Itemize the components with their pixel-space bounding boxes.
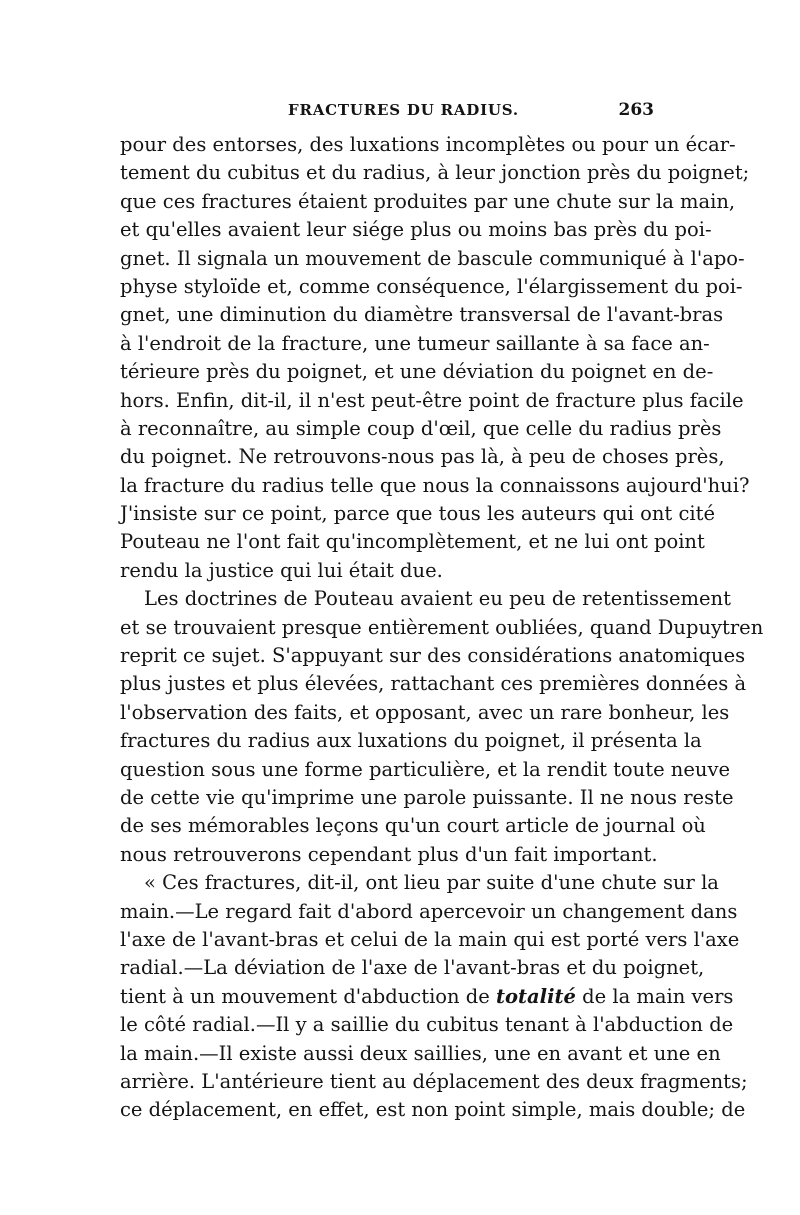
text-line	[120, 983, 734, 1011]
text-line: physe styloïde et, comme conséquence, l'élargissement du poi-	[120, 274, 743, 298]
text-line: ce déplacement, en effet, est non point simple, mais double; de	[120, 1098, 746, 1122]
text-line: l'observation des faits, et opposant, avec un rare bonheur, les	[120, 700, 730, 724]
text-line: de ses mémorables leçons qu'un court article de journal où	[120, 814, 706, 838]
text-line: arrière. L'antérieure tient au déplacement des deux fragments;	[120, 1069, 748, 1093]
text-line: gnet. Il signala un mouvement de bascule communiqué à l'apo-	[120, 246, 745, 270]
text-line: à l'endroit de la fracture, une tumeur saillante à sa face an-	[120, 331, 710, 355]
text-line: et qu'elles avaient leur siége plus ou moins bas près du poi-	[120, 218, 712, 242]
text-line: du poignet. Ne retrouvons-nous pas là, à peu de choses près,	[120, 445, 725, 469]
text-line: gnet, une diminution du diamètre transversal de l'avant-bras	[120, 303, 724, 327]
italic-word: totalité	[496, 984, 576, 1008]
text-line: question sous une forme particulière, et la rendit toute neuve	[120, 757, 731, 781]
text-line: l'axe de l'avant-bras et celui de la main qui est porté vers l'axe	[120, 927, 740, 951]
text-line: reprit ce sujet. S'appuyant sur des considérations anatomiques	[120, 644, 746, 668]
text-line: rendu la justice qui lui était due.	[120, 558, 443, 582]
running-head	[120, 101, 660, 123]
text-segment: de la main vers	[582, 984, 734, 1008]
body-text	[120, 131, 764, 1125]
text-line: fractures du radius aux luxations du poignet, il présenta la	[120, 729, 702, 753]
text-line: « Ces fractures, dit-il, ont lieu par suite d'une chute sur la	[144, 871, 719, 895]
text-line: la fracture du radius telle que nous la connaissons aujourd'hui?	[120, 473, 750, 497]
text-line: hors. Enfin, dit-il, il n'est peut-être point de fracture plus facile	[120, 388, 744, 412]
text-line: nous retrouverons cependant plus d'un fait important.	[120, 842, 658, 866]
text-line: main.—Le regard fait d'abord apercevoir un changement dans	[120, 899, 738, 923]
text-line: le côté radial.—Il y a saillie du cubitus tenant à l'abduction de	[120, 1013, 734, 1037]
text-line: radial.—La déviation de l'axe de l'avant-bras et du poignet,	[120, 956, 705, 980]
text-line: plus justes et plus élevées, rattachant ces premières données à	[120, 672, 747, 696]
text-line: de cette vie qu'imprime une parole puissante. Il ne nous reste	[120, 785, 734, 809]
text-line: que ces fractures étaient produites par une chute sur la main,	[120, 189, 736, 213]
text-line: térieure près du poignet, et une déviation du poignet en de-	[120, 360, 714, 384]
text-line: Pouteau ne l'ont fait qu'incomplètement, et ne lui ont point	[120, 530, 705, 554]
page-number: 263	[618, 100, 654, 120]
text-line: la main.—Il existe aussi deux saillies, une en avant et une en	[120, 1041, 721, 1065]
text-line: à reconnaître, au simple coup d'œil, que celle du radius près	[120, 416, 722, 440]
text-line: J'insiste sur ce point, parce que tous les auteurs qui ont cité	[120, 502, 715, 526]
text-line: Les doctrines de Pouteau avaient eu peu de retentissement	[144, 587, 731, 611]
text-line: et se trouvaient presque entièrement oubliées, quand Dupuytren	[120, 615, 764, 639]
text-line: tement du cubitus et du radius, à leur jonction près du poignet;	[120, 161, 750, 185]
text-segment: tient à un mouvement d'abduction de	[120, 984, 490, 1008]
running-title: FRACTURES DU RADIUS.	[288, 101, 519, 119]
text-line: pour des entorses, des luxations incomplètes ou pour un écar-	[120, 133, 736, 156]
